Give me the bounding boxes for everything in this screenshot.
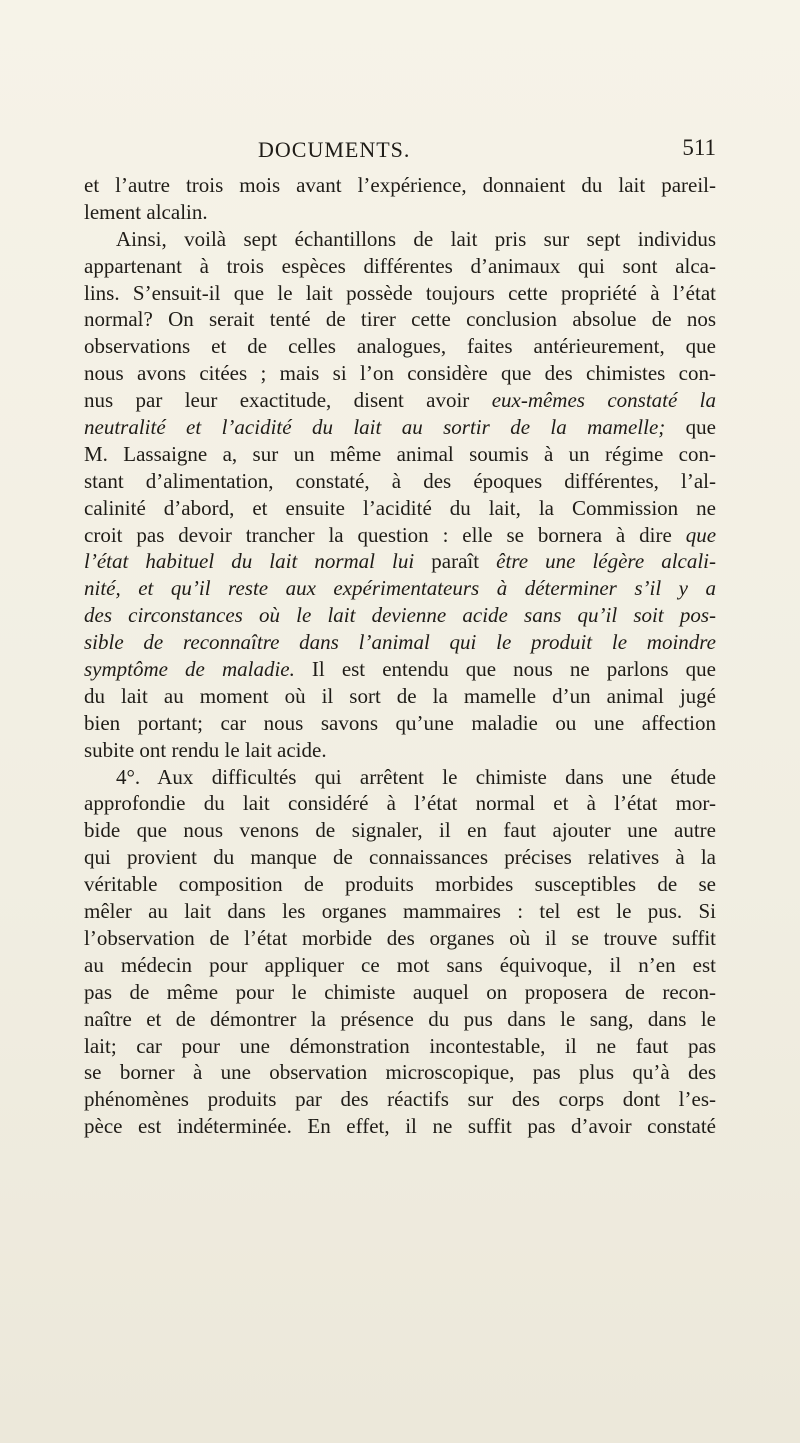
text-line: mêler au lait dans les organes mammaires : tel est le pus. Si: [84, 899, 716, 924]
text-line: [84, 414, 716, 441]
body-text: [84, 172, 716, 1140]
italic-segment: l’état habituel du lait normal lui: [84, 549, 415, 574]
text-line: [84, 387, 716, 414]
running-title: DOCUMENTS.: [258, 137, 411, 162]
text-line: au médecin pour appliquer ce mot sans équivoque, il n’en est: [84, 952, 716, 977]
text-line: approfondie du lait considéré à l’état normal et à l’état mor-: [84, 791, 716, 816]
page-number: 511: [682, 135, 716, 160]
page-header: [258, 137, 716, 167]
text-line: bien portant; car nous savons qu’une maladie ou une affection: [84, 710, 716, 735]
text-line: l’observation de l’état morbide des organes où il se trouve suffit: [84, 925, 716, 950]
italic-segment: sible de reconnaître dans l’animal qui le produit le moindre: [84, 630, 716, 655]
text-line: bide que nous venons de signaler, il en faut ajouter une autre: [84, 818, 716, 843]
text-segment: que: [685, 415, 716, 440]
text-segment: paraît: [431, 549, 480, 574]
text-line: lait; car pour une démonstration incontestable, il ne faut pas: [84, 1033, 716, 1058]
text-line: lement alcalin.: [84, 199, 208, 224]
text-segment: Il est entendu que nous ne parlons que: [311, 657, 716, 682]
text-line: du lait au moment où il sort de la mamelle d’un animal jugé: [84, 683, 716, 708]
text-line: observations et de celles analogues, faites antérieurement, que: [84, 334, 716, 359]
text-line: pas de même pour le chimiste auquel on proposera de recon-: [84, 979, 716, 1004]
italic-segment: que: [685, 522, 717, 547]
text-line: 4°. Aux difficultés qui arrêtent le chimiste dans une étude: [116, 764, 716, 789]
text-segment: nus par leur exactitude, disent avoir: [84, 388, 470, 413]
italic-segment: être une légère alcali-: [496, 549, 717, 574]
text-line: [84, 656, 716, 683]
italic-segment: eux-mêmes constaté la: [491, 388, 717, 413]
text-line: appartenant à trois espèces différentes d’animaux qui sont alca-: [84, 253, 716, 278]
text-line: subite ont rendu le lait acide.: [84, 737, 327, 762]
text-line: se borner à une observation microscopique, pas plus qu’à des: [84, 1060, 716, 1085]
text-line: M. Lassaigne a, sur un même animal soumis à un régime con-: [84, 441, 716, 466]
text-line: [84, 629, 716, 656]
italic-segment: nité, et qu’il reste aux expérimentateurs à déterminer s’il y a: [84, 576, 716, 601]
text-line: véritable composition de produits morbides susceptibles de se: [84, 872, 716, 897]
text-line: [84, 548, 716, 575]
text-segment: croit pas devoir trancher la question : elle se bornera à dire: [84, 522, 672, 547]
text-line: naître et de démontrer la présence du pus dans le sang, dans le: [84, 1006, 716, 1031]
text-line: normal? On serait tenté de tirer cette conclusion absolue de nos: [84, 307, 716, 332]
text-line: Ainsi, voilà sept échantillons de lait pris sur sept individus: [116, 226, 716, 251]
text-line: calinité d’abord, et ensuite l’acidité du lait, la Commission ne: [84, 495, 716, 520]
text-line: stant d’alimentation, constaté, à des époques différentes, l’al-: [84, 468, 716, 493]
italic-segment: neutralité et l’acidité du lait au sortir de la mamelle;: [84, 415, 666, 440]
italic-segment: des circonstances où le lait devienne acide sans qu’il soit pos-: [84, 603, 716, 628]
text-line: [84, 575, 716, 602]
text-line: qui provient du manque de connaissances précises relatives à la: [84, 845, 716, 870]
text-line: [84, 522, 716, 549]
italic-segment: symptôme de maladie.: [84, 657, 295, 682]
text-line: nous avons citées ; mais si l’on considère que des chimistes con-: [84, 361, 716, 386]
text-line: pèce est indéterminée. En effet, il ne suffit pas d’avoir constaté: [84, 1114, 716, 1139]
text-line: lins. S’ensuit-il que le lait possède toujours cette propriété à l’état: [84, 280, 716, 305]
text-line: [84, 602, 716, 629]
text-line: et l’autre trois mois avant l’expérience, donnaient du lait pareil-: [84, 173, 716, 197]
text-line: phénomènes produits par des réactifs sur des corps dont l’es-: [84, 1087, 716, 1112]
